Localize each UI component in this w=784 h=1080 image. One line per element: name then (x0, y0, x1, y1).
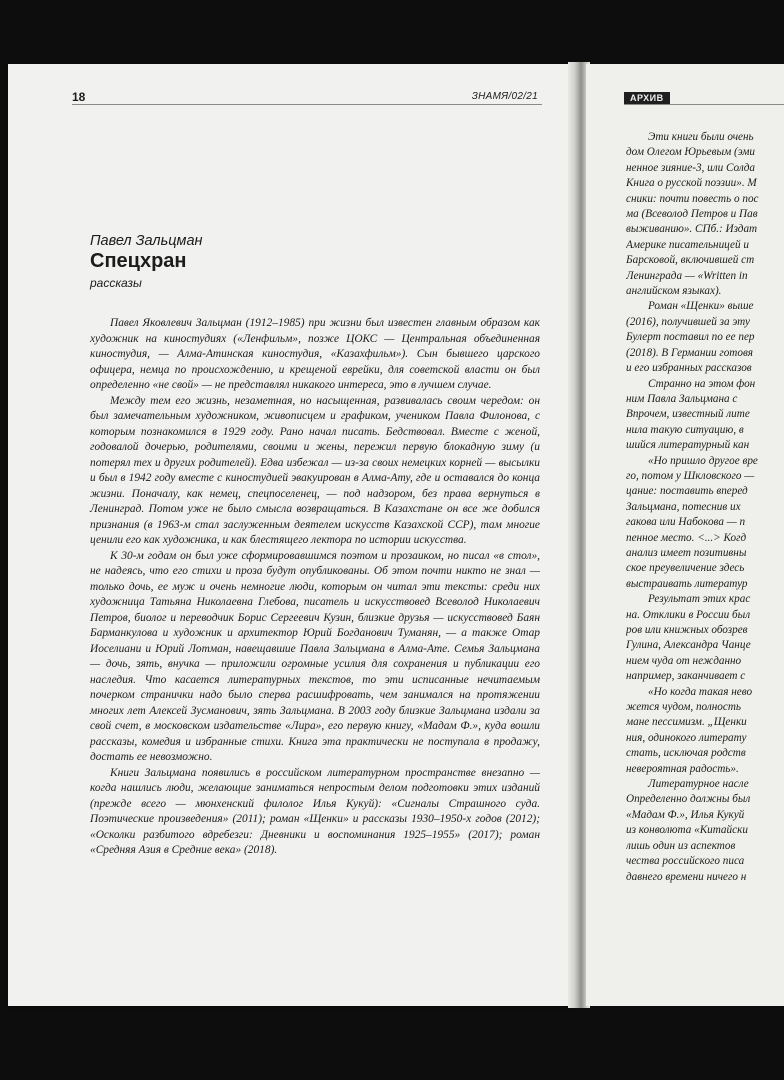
text-line: Странно на этом фон (648, 377, 756, 390)
text-line: цание: поставить вперед (626, 485, 748, 498)
text-line: на. Отклики в России был (626, 608, 751, 621)
text-line: «Но пришло другое вре (648, 454, 758, 467)
text-line: Литературное насле (648, 778, 749, 791)
text-line: «Мадам Ф.», Илья Кукуй (626, 808, 745, 821)
header-rule (624, 104, 784, 105)
text-line: ма (Всеволод Петров и Пав (626, 208, 758, 221)
text-line: Америке писательницей и (626, 238, 750, 251)
text-line: Ленинграда — «Written in (626, 269, 748, 282)
text-line: ним Павла Зальцмана с (626, 392, 738, 405)
text-line: Определенно должны был (626, 793, 751, 806)
text-line: Книга о русской поэзии». М (626, 177, 757, 190)
text-line: гакова или Набокова — п (626, 516, 746, 529)
text-line: ское преувеличение здесь (626, 562, 745, 575)
header-rule (72, 104, 542, 105)
text-line: Эти книги были очень (648, 131, 754, 143)
text-line: «Но когда такая нево (648, 685, 753, 698)
text-line: Результат этих крас (648, 593, 751, 606)
paragraph: Между тем его жизнь, незаметная, но насыщенная, развивалась своим чередом: он был замечательным художником, живописцем и графиком, учеником Павла Филонова, с которым познакомился в 1929 году. Рано начал писать. Бедствовал. Вместе с женой, годовалой дочерью, родителями, своими и жены, пережил первую блокадную зиму (и потерял тех и других родителей). Едва избежал — из-за своих немецких корней — высылки и был в 1942 году вместе с киностудией эвакуирован в Алма-Ату, где и оставался до конца жизни. Поначалу, как немец, спецпоселенец, — под надзором, без права вернуться в Ленинград. Потом уже не было смысла возвращаться. В Казахстане он все же добился признания (в 1963-м стал заслуженным деятелем искусств Казахской ССР), там многие ценили его как художника, и как блестящего лектора по истории искусства. (90, 394, 540, 546)
text-line: Булерт поставил по ее пер (626, 331, 755, 344)
text-line: го, потом у Шкловского — (626, 469, 755, 482)
text-line: (2018). В Германии готовя (626, 346, 753, 359)
text-line: Зальцмана, потеснив их (626, 500, 741, 513)
text-line: пенное место. <...> Когд (626, 531, 747, 544)
text-line: ния, одинокого литерату (626, 731, 747, 744)
page-number: 18 (72, 90, 86, 104)
text-line: Гулина, Александра Чанце (626, 639, 751, 652)
text-line: выстраивать литератур (626, 577, 748, 590)
article-body (90, 316, 540, 859)
article-title: Спецхран (90, 250, 187, 272)
text-line: нием чуда от нежданно (626, 654, 742, 667)
text-line: Впрочем, известный лите (626, 408, 750, 421)
section-badge: АРХИВ (624, 92, 670, 104)
text-line: сники: почти повесть о пос (626, 192, 759, 205)
right-page (586, 64, 784, 1006)
text-line: и его избранных рассказов (626, 362, 752, 375)
text-line: невероятная радость». (626, 762, 739, 775)
article-author: Павел Зальцман (90, 233, 203, 249)
text-line: лишь один из аспектов (626, 839, 736, 852)
left-page (8, 64, 574, 1006)
text-line: ненное зияние-3, или Солда (626, 161, 756, 174)
text-line: мане пессимизм. „Щенки (626, 716, 747, 729)
text-line: (2016), получившей за эту (626, 315, 750, 328)
text-line: давнего времени ничего н (626, 870, 747, 883)
article-genre: рассказы (90, 276, 142, 290)
text-line: дом Олегом Юрьевым (эми (626, 146, 755, 159)
text-line: из конволюта «Китайски (626, 824, 748, 837)
text-line: анализ имеет позитивны (626, 546, 747, 559)
right-page-text (626, 130, 784, 885)
paragraph: Павел Яковлевич Зальцман (1912–1985) при жизни был известен главным образом как художник на киностудиях («Ленфильм», позже ЦОКС — Центральная объединенная киностудия, — Алма-Атинская киностудия, «Казахфильм»). Сын бывшего царского офицера, немца по происхождению, и крещеной еврейки, для советской власти он был определенно «не свой» — не представлял никакого интереса, это в лучшем случае. (90, 317, 540, 391)
text-line: английском языках). (626, 285, 722, 298)
paragraph: Книги Зальцмана появились в российском литературном пространстве внезапно — когда нашлись люди, желающие заниматься непростым делом подготовки этих изданий (прежде всего — мюнхенский филолог Илья Кукуй): «Сигналы Страшного суда. Поэтические произведения» (2011); роман «Щенки» и рассказы 1930–1950-х годов (2012); «Осколки разбитого вдребезги: Дневники и воспоминания 1925–1955» (2017); роман «Средняя Азия в Средние века» (2018). (90, 766, 540, 856)
running-head: ЗНАМЯ/02/21 (471, 91, 538, 102)
text-line: например, заканчивает с (626, 670, 746, 683)
text-line: Роман «Щенки» выше (648, 300, 754, 313)
text-line: жется чудом, полность (626, 701, 742, 714)
text-line: ров или книжных обозрев (626, 624, 748, 636)
text-line: нила такую ситуацию, в (626, 423, 744, 436)
text-line: стать, исключая родств (626, 747, 746, 760)
text-line: Барсковой, включившей ст (626, 254, 755, 267)
text-line: чества российского писа (626, 855, 745, 868)
paragraph: К 30-м годам он был уже сформировавшимся поэтом и прозаиком, но писал «в стол», не надеясь, что его стихи и проза будут опубликованы. Об этом почти никто не знал — только дочь, ее муж и очень немногие люди, которым он читал эти тексты: среди них художница Татьяна Николаевна Глебова, писатель и искусствовед Всеволод Николаевич Петров, биолог и переводчик Борис Сергеевич Кузин, близкие друзья — искусствовед Баян Барманкулова и художник и архитектор Юрий Богданович Туманян, — а также Отар Иоселиани и Юрий Лотман, навещавшие Павла Зальцмана в Алма-Ате. Семья Зальцмана — дочь, зять, внучка — приложили огромные усилия для сохранения и публикации его наследия. Что касается литературных текстов, то эти исписанные нечитаемым почерком странички надо было сперва расшифровать, чем занимался на протяжении многих лет Алексей Зусманович, зять Зальцмана. В 2003 году близкие Зальцмана издали за свой счет, в московском издательстве «Лира», его первую книгу, «Мадам Ф.», куда вошли рассказы, комедия и избранные стихи. Книга эта практически не поступала в продажу, достать ее невозможно. (90, 549, 540, 763)
text-line: шийся литературный кан (626, 439, 750, 452)
text-line: выживанию». СПб.: Издат (626, 223, 758, 236)
